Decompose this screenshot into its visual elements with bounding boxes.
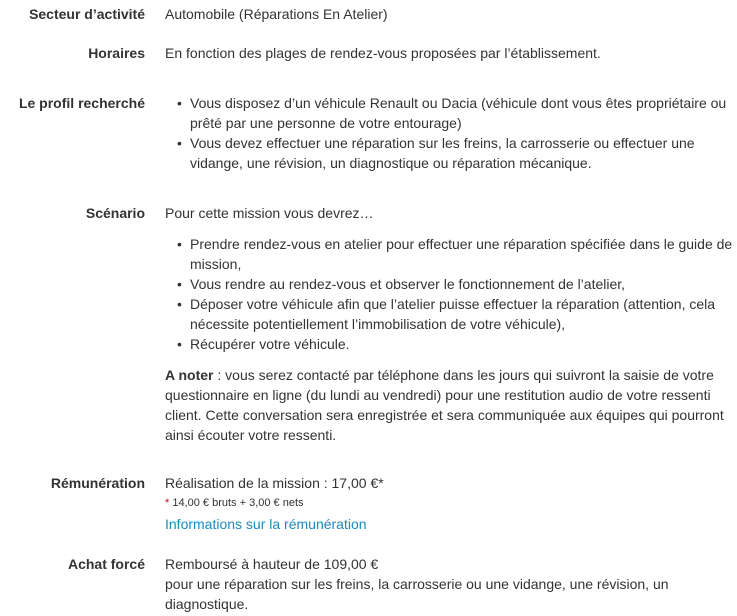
- list-item: • Vous devez effectuer une réparation sur les freins, la carrosserie ou effectuer une vidange, une révision, un diagnostique ou réparation mécanique.: [190, 133, 733, 173]
- profile-list: [165, 93, 733, 173]
- profile-label: Le profil recherché: [18, 95, 145, 111]
- list-item: • Récupérer votre véhicule.: [190, 334, 733, 354]
- scenario-value: [165, 203, 733, 445]
- scenario-intro: Pour cette mission vous devrez…: [165, 205, 374, 221]
- scenario-list: [165, 234, 733, 354]
- hours-value: En fonction des plages de rendez-vous proposées par l’établissement.: [165, 45, 601, 61]
- profile-value: [165, 93, 733, 173]
- purchase-value: [165, 554, 733, 614]
- purchase-label: Achat forcé: [67, 556, 145, 572]
- hours-label: Horaires: [88, 45, 145, 61]
- asterisk: *: [165, 497, 170, 509]
- list-item: • Déposer votre véhicule afin que l’atelier puisse effectuer la réparation (attention, cela nécessite potentiellement l’immobilisation de votre véhicule),: [190, 294, 733, 334]
- purchase-line2: pour une réparation sur les freins, la carrosserie ou une vidange, une révision, un diagnostique.: [165, 576, 669, 612]
- list-item: • Vous disposez d’un véhicule Renault ou Dacia (véhicule dont vous êtes propriétaire ou prêté par une personne de votre entourage): [190, 93, 733, 133]
- list-item: • Prendre rendez-vous en atelier pour effectuer une réparation spécifiée dans le guide de mission,: [190, 234, 733, 274]
- remuneration-value: [165, 473, 733, 534]
- scenario-label: Scénario: [85, 205, 145, 221]
- remuneration-breakdown: 14,00 € bruts + 3,00 € nets: [169, 497, 304, 509]
- scenario-note: [165, 365, 733, 445]
- remuneration-label: Rémunération: [50, 475, 145, 491]
- note-label: A noter: [165, 367, 214, 383]
- purchase-line1: Remboursé à hauteur de 109,00 €: [165, 556, 379, 572]
- remuneration-amount: Réalisation de la mission : 17,00 €*: [165, 475, 384, 491]
- sector-label: Secteur d’activité: [29, 6, 145, 22]
- sector-value: Automobile (Réparations En Atelier): [165, 6, 388, 22]
- remuneration-info-link[interactable]: Informations sur la rémunération: [165, 516, 367, 532]
- note-text: : vous serez contacté par téléphone dans les jours qui suivront la saisie de votre questionnaire en ligne (du lundi au vendredi) pour une restitution audio de votre ressenti client. Cette conversation sera enregistrée et sera communiquée aux équipes qui pourront ainsi écouter votre ressenti.: [165, 367, 724, 443]
- list-item: • Vous rendre au rendez-vous et observer le fonctionnement de l’atelier,: [190, 274, 733, 294]
- remuneration-detail: [165, 495, 733, 511]
